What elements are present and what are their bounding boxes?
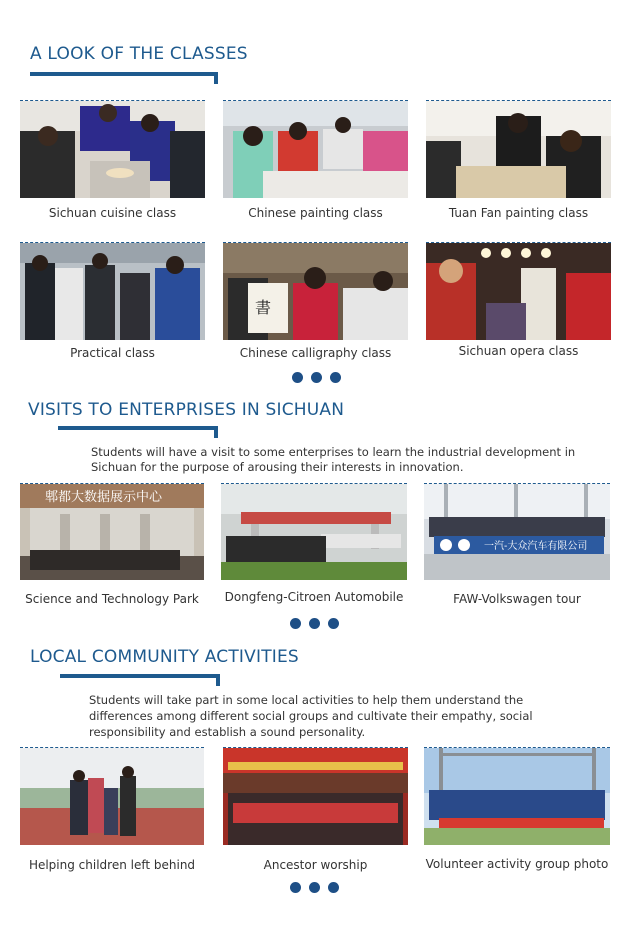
visits-title: VISITS TO ENTERPRISES IN SICHUAN	[28, 400, 345, 420]
photo-science-park	[20, 484, 204, 580]
photo-sichuan-opera	[426, 243, 611, 340]
caption: Ancestor worship	[263, 858, 368, 872]
dot-icon	[330, 372, 341, 383]
community-title: LOCAL COMMUNITY ACTIVITIES	[30, 647, 299, 667]
science-park-sign: 郫都大数据展示中心	[45, 489, 163, 504]
caption: Sichuan cuisine class	[48, 206, 177, 220]
svg-text:書: 書	[255, 300, 272, 317]
faw-sign: 一汽-大众汽车有限公司	[484, 541, 588, 552]
photo-children-left-behind	[20, 748, 204, 845]
caption: Dongfeng-Citroen Automobile	[224, 590, 404, 604]
dot-icon	[290, 882, 301, 893]
classes-title: A LOOK OF THE CLASSES	[30, 44, 248, 64]
dot-icon	[290, 618, 301, 629]
caption: Volunteer activity group photo	[425, 857, 609, 871]
dot-icon	[309, 882, 320, 893]
pagination-dots	[290, 618, 339, 629]
visits-description-line: Students will have a visit to some enterprises to learn the industrial development in	[91, 445, 576, 459]
photo-ancestor-worship	[223, 748, 408, 845]
community-description	[89, 692, 533, 740]
photo-sichuan-cuisine	[20, 101, 205, 198]
community-description-line: responsibility and establish a sound personality.	[89, 725, 366, 739]
dot-icon	[309, 618, 320, 629]
photo-chinese-calligraphy	[223, 243, 408, 340]
photo-dongfeng-citroen	[221, 484, 407, 580]
caption: Chinese painting class	[248, 206, 383, 220]
dot-icon	[311, 372, 322, 383]
pagination-dots	[290, 882, 339, 893]
caption: Sichuan opera class	[458, 344, 579, 358]
photo-faw-volkswagen	[424, 484, 610, 580]
photo-chinese-painting	[223, 101, 408, 198]
caption: Chinese calligraphy class	[239, 346, 392, 360]
caption: Tuan Fan painting class	[448, 206, 589, 220]
classes-title-underline	[30, 72, 218, 76]
pagination-dots	[292, 372, 341, 383]
community-title-underline	[60, 674, 220, 678]
community-description-line: Students will take part in some local activities to help them understand the	[89, 693, 524, 707]
community-description-line: differences among different social groups and cultivate their empathy, social	[89, 709, 533, 723]
visits-description-line: Sichuan for the purpose of arousing their interests in innovation.	[91, 460, 464, 474]
visits-description	[91, 445, 575, 475]
dot-icon	[292, 372, 303, 383]
photo-tuan-fan-painting	[426, 101, 611, 198]
caption: Science and Technology Park	[25, 592, 199, 606]
visits-title-underline	[58, 426, 218, 430]
photo-volunteer-group	[424, 748, 610, 845]
dot-icon	[328, 618, 339, 629]
photo-practical	[20, 243, 205, 340]
dot-icon	[328, 882, 339, 893]
caption: Helping children left behind	[28, 858, 196, 872]
caption: Practical class	[70, 346, 155, 360]
caption: FAW-Volkswagen tour	[453, 592, 581, 606]
